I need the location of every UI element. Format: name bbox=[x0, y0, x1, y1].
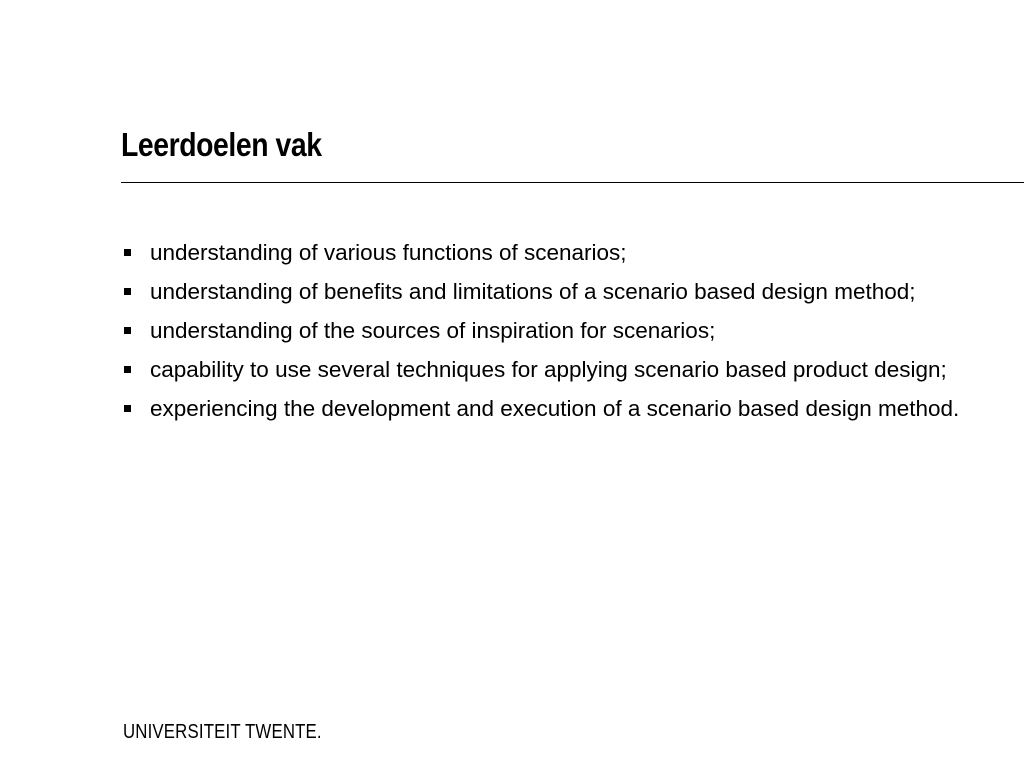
bullet-text: understanding of the sources of inspiration for scenarios; bbox=[150, 318, 716, 343]
bullet-list bbox=[121, 235, 981, 430]
university-logo: UNIVERSITEIT TWENTE. bbox=[123, 721, 322, 743]
bullet-text: understanding of various functions of scenarios; bbox=[150, 240, 627, 265]
square-bullet-icon bbox=[124, 249, 131, 256]
bullet-item bbox=[121, 274, 981, 309]
slide-title: Leerdoelen vak bbox=[121, 126, 322, 163]
bullet-item bbox=[121, 391, 981, 426]
square-bullet-icon bbox=[124, 327, 131, 334]
square-bullet-icon bbox=[124, 366, 131, 373]
bullet-text: capability to use several techniques for applying scenario based product design; bbox=[150, 357, 947, 382]
title-divider bbox=[121, 182, 1024, 183]
bullet-item bbox=[121, 313, 981, 348]
square-bullet-icon bbox=[124, 405, 131, 412]
bullet-text: experiencing the development and execution of a scenario based design method. bbox=[150, 396, 960, 421]
bullet-item bbox=[121, 235, 981, 270]
bullet-item bbox=[121, 352, 981, 387]
square-bullet-icon bbox=[124, 288, 131, 295]
bullet-text: understanding of benefits and limitations of a scenario based design method; bbox=[150, 279, 916, 304]
